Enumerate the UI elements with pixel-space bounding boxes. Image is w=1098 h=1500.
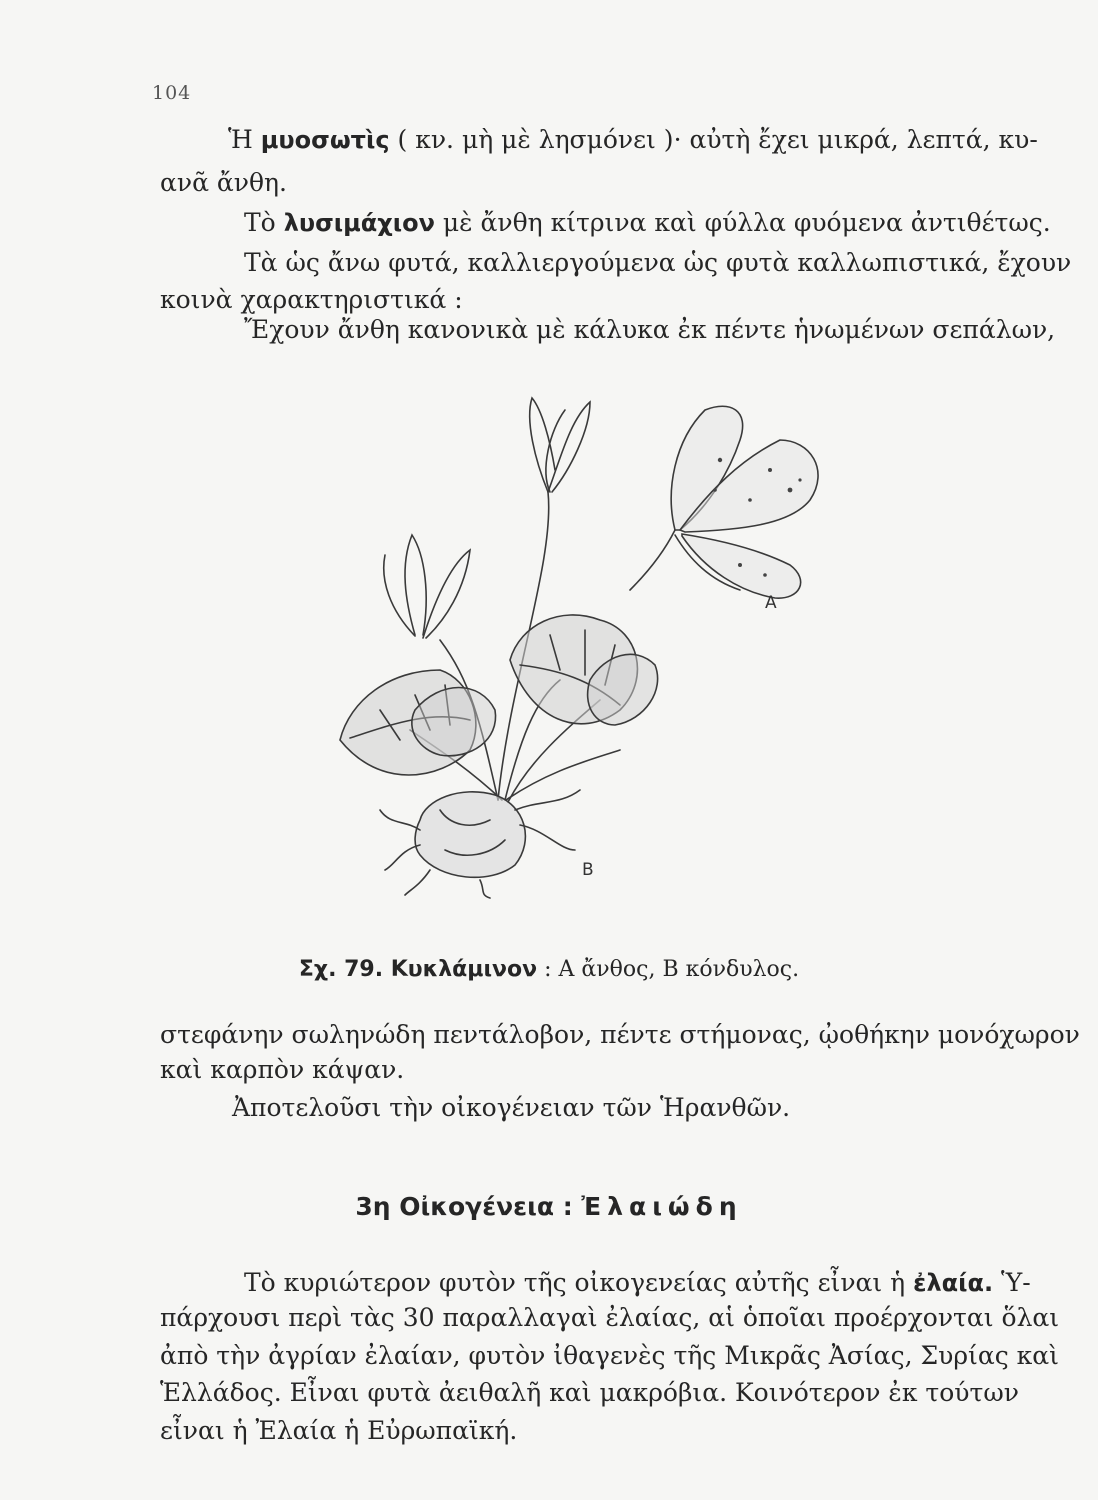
text-fragment: Τὸ [244,208,284,237]
text-line: καὶ καρπὸν κάψαν. [160,1055,405,1084]
heading-prefix: 3η Οἰκογένεια : [355,1192,582,1221]
text-line: Τὰ ὡς ἄνω φυτά, καλλιεργούμενα ὡς φυτὰ καλλωπιστικά, ἔχουν [244,248,1072,277]
caption-number: Σχ. 79. Κυκλάμινον [298,957,538,982]
text-line: στεφάνην σωληνώδη πεντάλοβον, πέντε στήμονας, ᾠοθήκην μονόχωρον [160,1020,1080,1049]
text-fragment: ( κν. μὴ μὲ λησμόνει )· αὐτὴ ἔχει μικρά, λεπτά, κυ- [389,125,1038,154]
keyword-elaia: ἐλαία. [913,1269,994,1297]
text-line [228,125,1038,155]
cyclamen-figure [320,380,860,900]
text-fragment [228,125,1038,155]
text-fragment: μὲ ἄνθη κίτρινα καὶ φύλλα φυόμενα ἀντιθέτως. [434,208,1051,237]
text-line [244,208,1051,238]
text-line: ανᾶ ἄνθη. [160,168,287,197]
figure-caption [0,957,1098,982]
text-line: κοινὰ χαρακτηριστικά : [160,285,463,314]
figure-label-b: Β [582,860,594,880]
keyword-lysimachion: λυσιμάχιον [283,209,435,237]
page-number: 104 [152,82,192,104]
cyclamen-illustration [320,380,860,900]
text-line: Ἑλλάδος. Εἶναι φυτὰ ἀειθαλῆ καὶ μακρόβια. Κοινότερον ἐκ τούτων [160,1378,1019,1407]
text-line: πάρχουσι περὶ τὰς 30 παραλλαγαὶ ἐλαίας, αἱ ὁποῖαι προέρχονται ὅλαι [160,1303,1060,1332]
text-line: Ἔχουν ἄνθη κανονικὰ μὲ κάλυκα ἐκ πέντε ἡνωμένων σεπάλων, [244,315,1056,344]
text-line [244,1268,1031,1298]
text-fragment: Τὸ κυριώτερον φυτὸν τῆς οἰκογενείας αὐτῆς εἶναι ἡ [244,1268,914,1297]
caption-text: : Α ἄνθος, Β κόνδυλος. [537,957,800,982]
text-line: Ἀποτελοῦσι τὴν οἰκογένειαν τῶν Ἡρανθῶν. [232,1093,791,1122]
section-heading [0,1192,1098,1221]
text-line: ἀπὸ τὴν ἀγρίαν ἐλαίαν, φυτὸν ἰθαγενὲς τῆς Μικρᾶς Ἀσίας, Συρίας καὶ [160,1341,1059,1370]
text-line: εἶναι ἡ Ἐλαία ἡ Εὐρωπαϊκή. [160,1416,518,1445]
keyword-myosotis: μυοσωτὶς [260,126,390,154]
heading-family-name: Ἐλαιώδη [581,1192,743,1221]
text-fragment: Ἡ [228,125,261,154]
figure-label-a: Α [765,593,777,613]
text-fragment: Ὑ- [993,1268,1031,1297]
